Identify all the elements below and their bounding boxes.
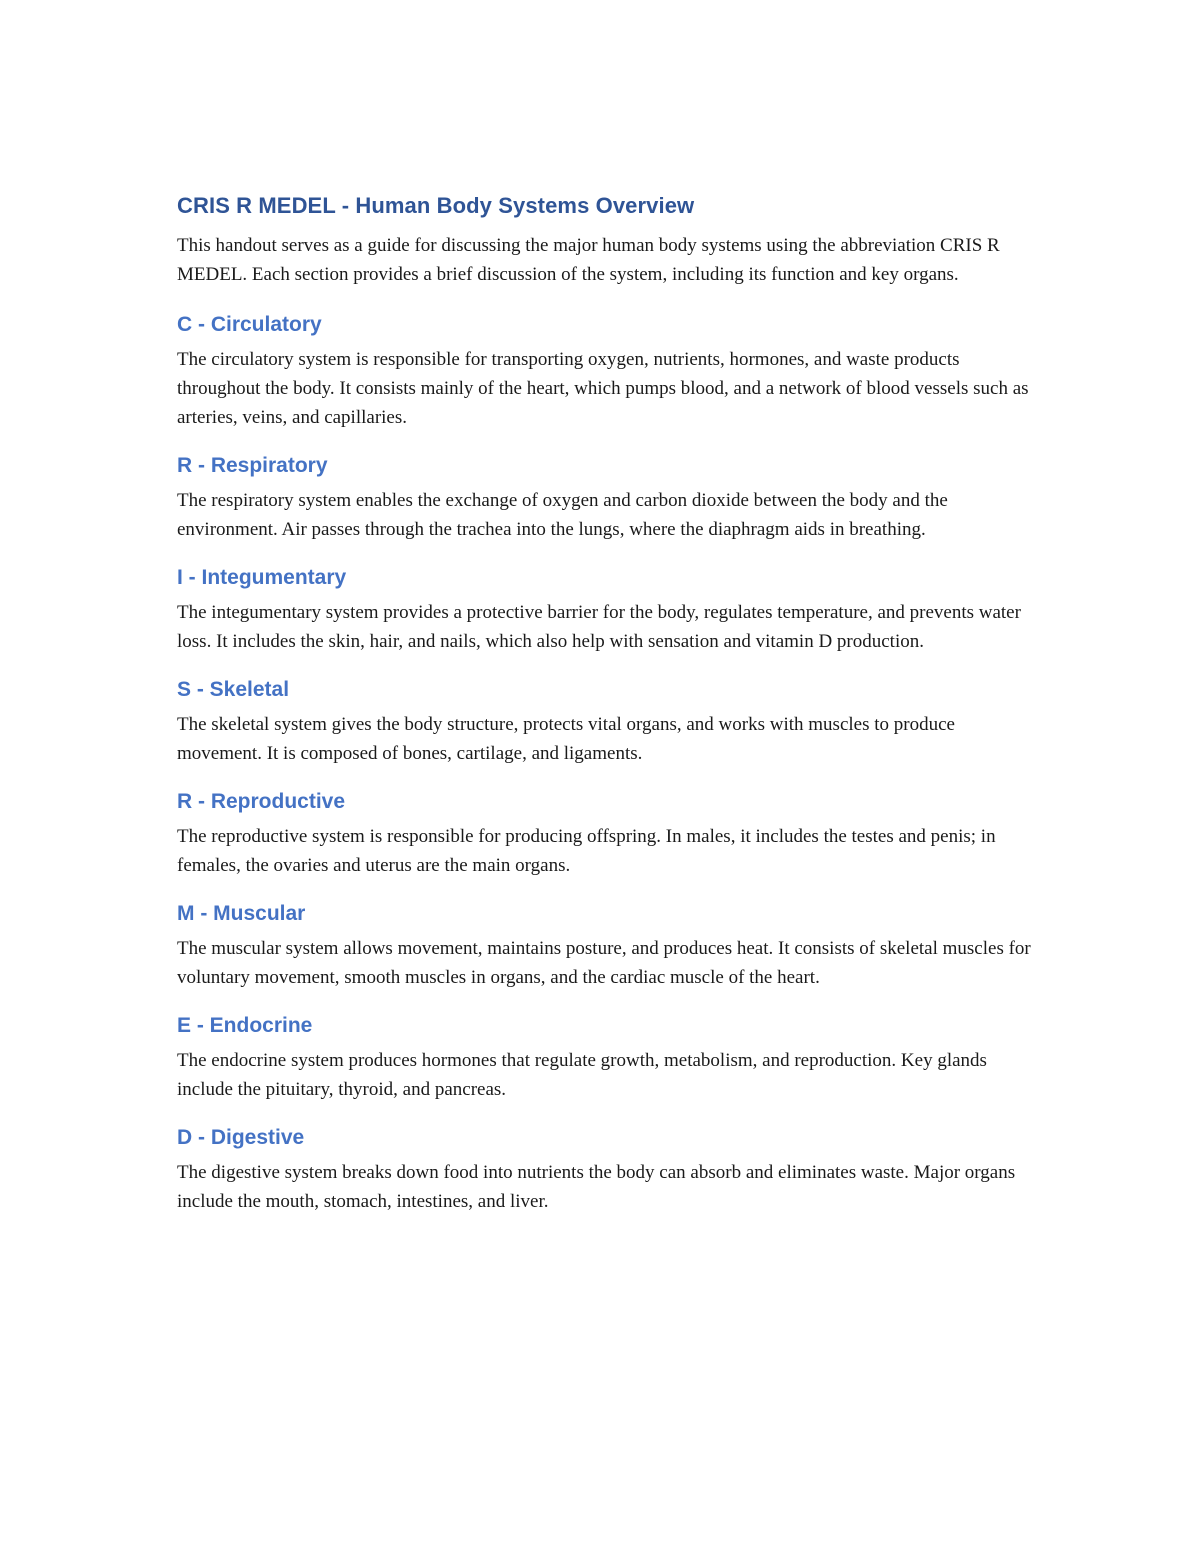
- section-heading: I - Integumentary: [177, 566, 347, 589]
- section-endocrine: [177, 1012, 1037, 1104]
- document-title: CRIS R MEDEL - Human Body Systems Overview: [177, 193, 695, 218]
- section-muscular: [177, 900, 1037, 992]
- section-skeletal: [177, 676, 1037, 768]
- section-heading: C - Circulatory: [177, 313, 322, 336]
- section-body: The muscular system allows movement, maintains posture, and produces heat. It consists of skeletal muscles for voluntary movement, smooth muscles in organs, and the cardiac muscle of the heart.: [177, 938, 1031, 988]
- section-body: The endocrine system produces hormones that regulate growth, metabolism, and reproduction. Key glands include the pituitary, thyroid, and pancreas.: [177, 1050, 987, 1100]
- section-body: The skeletal system gives the body structure, protects vital organs, and works with muscles to produce movement. It is composed of bones, cartilage, and ligaments.: [177, 714, 955, 764]
- section-heading: R - Reproductive: [177, 790, 346, 813]
- section-body: The circulatory system is responsible for transporting oxygen, nutrients, hormones, and waste products throughout the body. It consists mainly of the heart, which pumps blood, and a network of blood vessels such as arteries, veins, and capillaries.: [177, 349, 1029, 428]
- section-respiratory: [177, 452, 1037, 544]
- section-heading: D - Digestive: [177, 1126, 305, 1149]
- section-reproductive: [177, 788, 1037, 880]
- section-heading: R - Respiratory: [177, 454, 328, 477]
- section-heading: M - Muscular: [177, 902, 306, 925]
- document-page: [177, 190, 1037, 1236]
- section-body: The digestive system breaks down food into nutrients the body can absorb and eliminates waste. Major organs include the mouth, stomach, intestines, and liver.: [177, 1162, 1016, 1212]
- section-circulatory: [177, 311, 1037, 432]
- section-digestive: [177, 1124, 1037, 1216]
- section-body: The integumentary system provides a protective barrier for the body, regulates temperature, and prevents water loss. It includes the skin, hair, and nails, which also help with sensation and vitamin D production.: [177, 602, 1021, 652]
- section-heading: E - Endocrine: [177, 1014, 313, 1037]
- intro-paragraph: This handout serves as a guide for discussing the major human body systems using the abbreviation CRIS R MEDEL. Each section provides a brief discussion of the system, including its function and key organs.: [177, 235, 1000, 285]
- section-heading: S - Skeletal: [177, 678, 290, 701]
- section-body: The respiratory system enables the exchange of oxygen and carbon dioxide between the body and the environment. Air passes through the trachea into the lungs, where the diaphragm aids in breathing.: [177, 490, 948, 540]
- section-integumentary: [177, 564, 1037, 656]
- section-body: The reproductive system is responsible for producing offspring. In males, it includes the testes and penis; in females, the ovaries and uterus are the main organs.: [177, 826, 996, 876]
